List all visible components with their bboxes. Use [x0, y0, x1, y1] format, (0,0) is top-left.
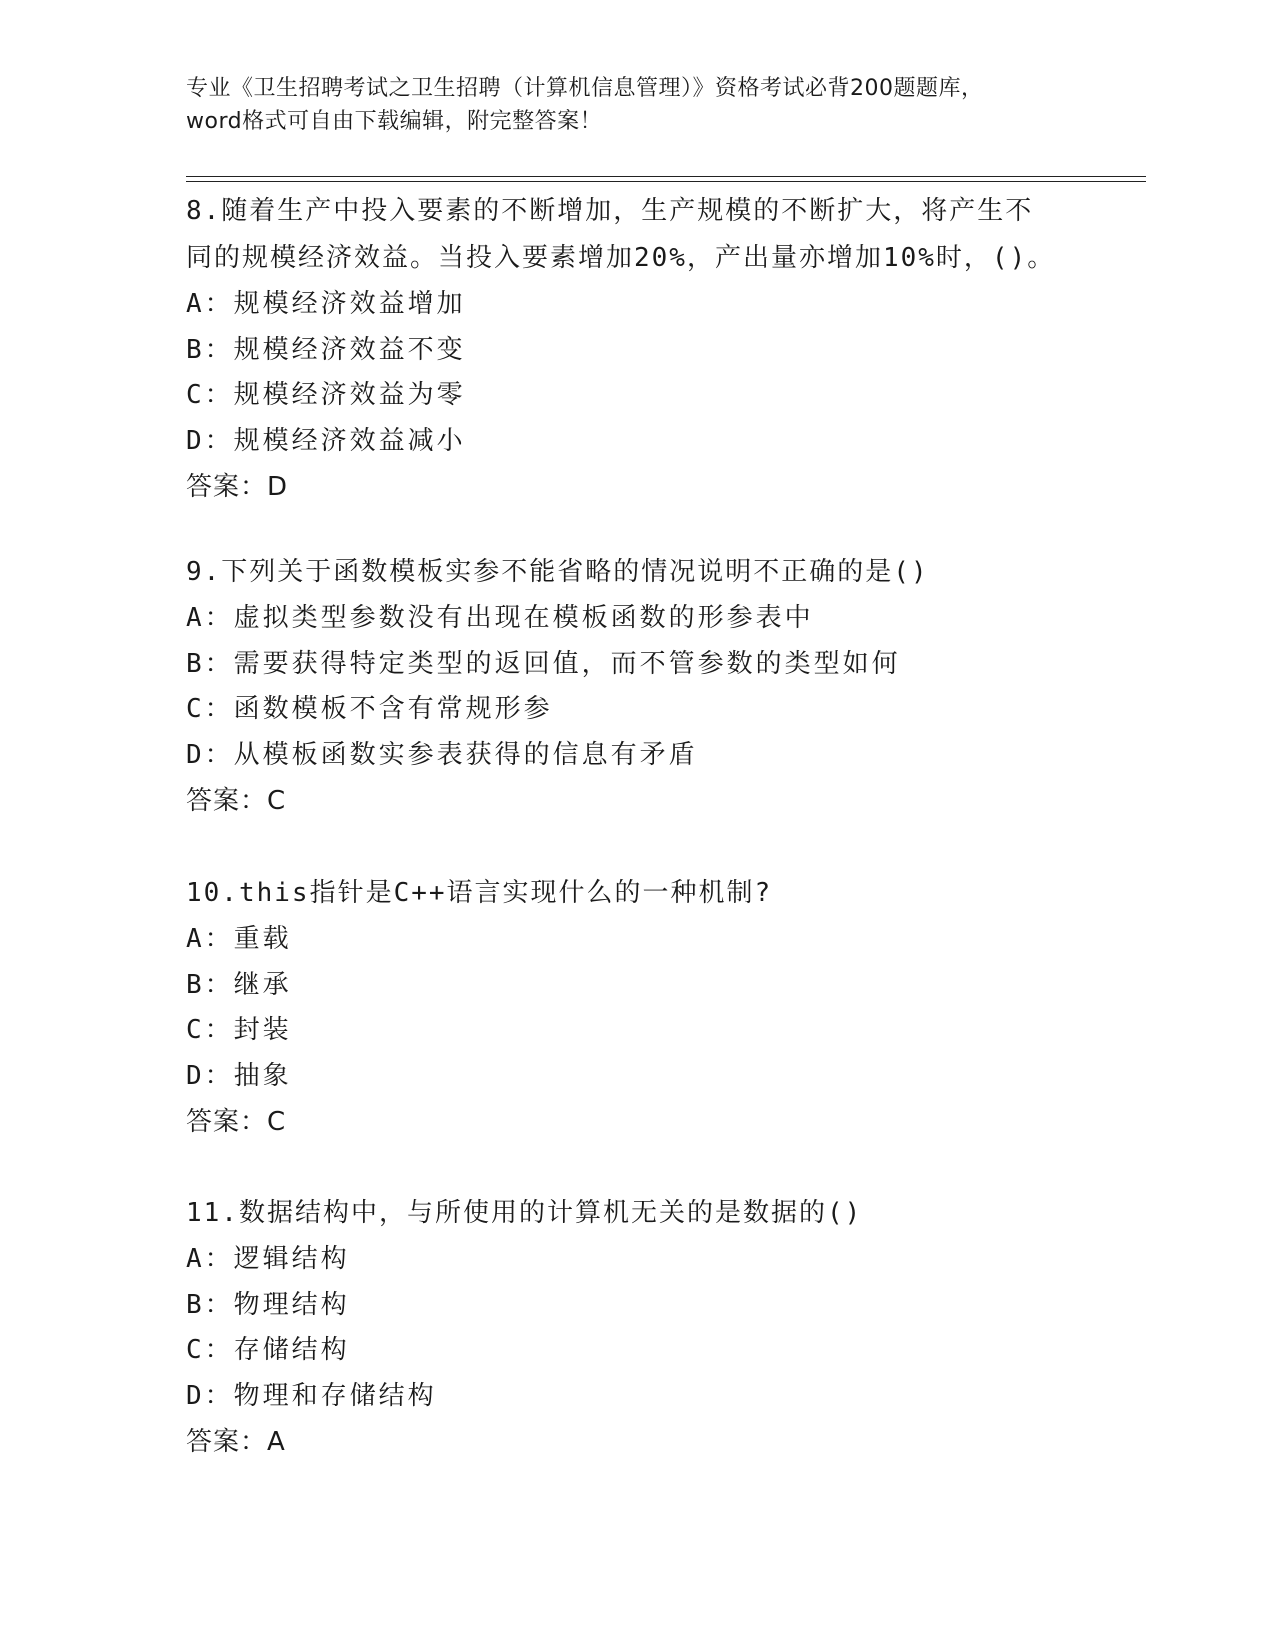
option-b: B：需要获得特定类型的返回值，而不管参数的类型如何 — [186, 648, 901, 679]
question-10 — [186, 870, 1086, 1145]
option-d: D：从模板函数实参表获得的信息有矛盾 — [186, 739, 698, 770]
question-text-line-1: 8.随着生产中投入要素的不断增加，生产规模的不断扩大，将产生不 — [186, 196, 1034, 226]
document-header — [186, 72, 1086, 138]
header-divider-bottom — [186, 181, 1146, 182]
question-text-line-1: 11.数据结构中，与所使用的计算机无关的是数据的() — [186, 1198, 863, 1228]
question-text-line-1: 10.this指针是C++语言实现什么的一种机制? — [186, 878, 773, 908]
option-a: A：逻辑结构 — [186, 1244, 350, 1274]
option-c: C：规模经济效益为零 — [186, 380, 466, 410]
option-d: D：物理和存储结构 — [186, 1380, 437, 1411]
answer: 答案：C — [186, 786, 287, 816]
option-c: C：存储结构 — [186, 1335, 350, 1365]
answer: 答案：D — [186, 472, 289, 502]
answer: 答案：C — [186, 1107, 287, 1137]
option-b: B：物理结构 — [186, 1289, 350, 1320]
option-d: D：抽象 — [186, 1060, 292, 1091]
option-a: A：重载 — [186, 924, 292, 954]
option-b: B：规模经济效益不变 — [186, 334, 466, 365]
question-text-line-2: 同的规模经济效益。当投入要素增加20%，产出量亦增加10%时，()。 — [186, 243, 1056, 273]
question-11 — [186, 1190, 1086, 1465]
question-9 — [186, 549, 1086, 824]
option-c: C：封装 — [186, 1015, 292, 1045]
option-d: D：规模经济效益减小 — [186, 425, 466, 456]
answer: 答案：A — [186, 1427, 286, 1457]
option-a: A：虚拟类型参数没有出现在模板函数的形参表中 — [186, 603, 814, 633]
header-divider-top — [186, 176, 1146, 177]
question-8 — [186, 188, 1086, 510]
header-line-1: 专业《卫生招聘考试之卫生招聘（计算机信息管理）》资格考试必背200题题库， — [186, 76, 984, 101]
option-b: B：继承 — [186, 969, 292, 1000]
option-a: A：规模经济效益增加 — [186, 289, 466, 319]
header-line-2: word格式可自由下载编辑，附完整答案！ — [186, 109, 603, 134]
question-text-line-1: 9.下列关于函数模板实参不能省略的情况说明不正确的是() — [186, 557, 929, 587]
option-c: C：函数模板不含有常规形参 — [186, 694, 553, 724]
